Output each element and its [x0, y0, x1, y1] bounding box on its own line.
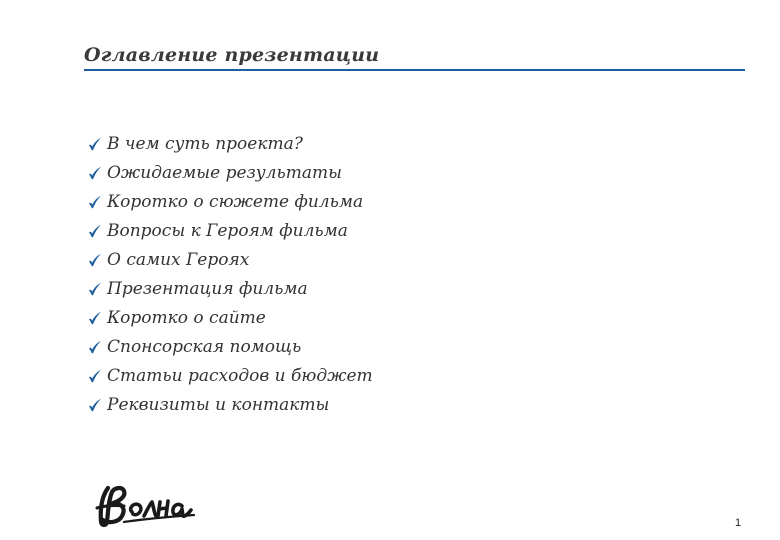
toc-item-label: Коротко о сайте	[107, 307, 266, 328]
toc-item-label: О самих Героях	[107, 249, 250, 270]
checkmark-icon	[87, 252, 103, 268]
volna-logo	[94, 482, 198, 532]
toc-item	[87, 129, 373, 158]
toc-item	[87, 274, 373, 303]
toc-item-label: Статьи расходов и бюджет	[107, 365, 373, 386]
toc-item-label: Вопросы к Героям фильма	[107, 220, 348, 241]
toc-item	[87, 390, 373, 419]
checkmark-icon	[87, 223, 103, 239]
toc-item-label: Реквизиты и контакты	[107, 394, 330, 415]
toc-item-label: Спонсорская помощь	[107, 336, 302, 357]
toc-item-label: В чем суть проекта?	[107, 133, 303, 154]
toc-item	[87, 303, 373, 332]
checkmark-icon	[87, 310, 103, 326]
checkmark-icon	[87, 397, 103, 413]
toc-item-label: Презентация фильма	[107, 278, 308, 299]
toc-item-label: Коротко о сюжете фильма	[107, 191, 364, 212]
checkmark-icon	[87, 194, 103, 210]
toc-item	[87, 245, 373, 274]
toc-item	[87, 216, 373, 245]
table-of-contents	[87, 129, 373, 419]
checkmark-icon	[87, 368, 103, 384]
checkmark-icon	[87, 339, 103, 355]
toc-item	[87, 332, 373, 361]
toc-item	[87, 158, 373, 187]
toc-item-label: Ожидаемые результаты	[107, 162, 342, 183]
checkmark-icon	[87, 165, 103, 181]
toc-item	[87, 361, 373, 390]
toc-item	[87, 187, 373, 216]
title-underline	[84, 69, 745, 71]
page-number: 1	[735, 517, 742, 529]
checkmark-icon	[87, 136, 103, 152]
checkmark-icon	[87, 281, 103, 297]
slide-title: Оглавление презентации	[84, 44, 380, 66]
